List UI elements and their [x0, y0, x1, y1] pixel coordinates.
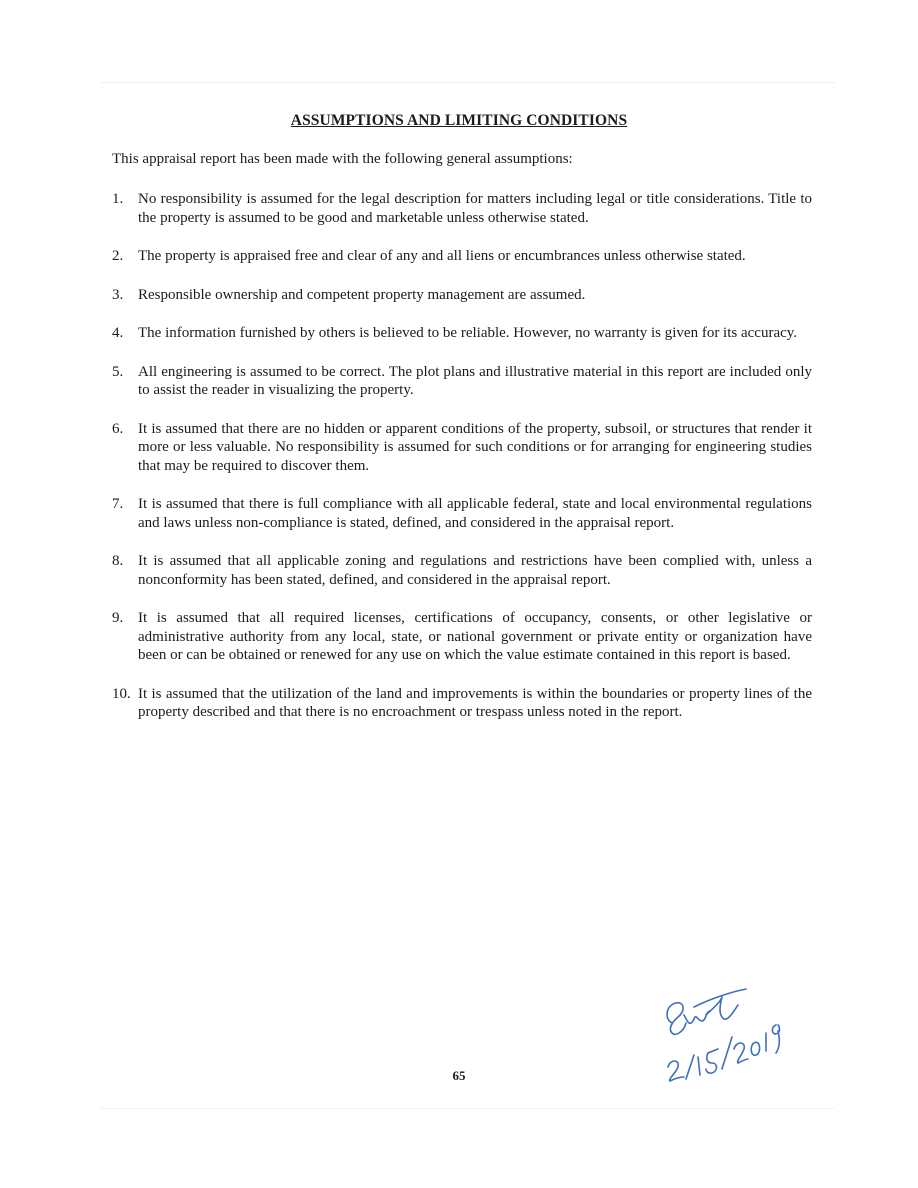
condition-item: [112, 495, 812, 532]
condition-text: It is assumed that there are no hidden or apparent conditions of the property, subsoil, or structures that render it more or less valuable. No responsibility is assumed for such conditions or for arranging for engineering studies that may be required to discover them.: [138, 420, 812, 474]
condition-text: No responsibility is assumed for the legal description for matters including legal or title considerations. Title to the property is assumed to be good and marketable unless otherwise stated.: [138, 191, 812, 226]
condition-number: 7.: [112, 496, 124, 512]
condition-number: 3.: [112, 286, 124, 303]
condition-text: It is assumed that there is full compliance with all applicable federal, state and local environmental regulations and laws unless non-compliance is stated, defined, and considered in the appraisal report.: [138, 496, 812, 531]
condition-text: The property is appraised free and clear of any and all liens or encumbrances unless otherwise stated.: [138, 248, 746, 264]
intro-paragraph: This appraisal report has been made with the following general assumptions:: [112, 151, 573, 167]
condition-text: It is assumed that the utilization of the land and improvements is within the boundaries or property lines of the property described and that there is no encroachment or trespass unless noted in the report.: [138, 685, 812, 720]
condition-item: [112, 190, 812, 227]
condition-number: 10.: [112, 685, 131, 702]
condition-number: 8.: [112, 553, 124, 569]
conditions-list: [112, 190, 812, 742]
condition-text: All engineering is assumed to be correct. The plot plans and illustrative material in this report are included only to assist the reader in visualizing the property.: [138, 363, 812, 398]
condition-text: The information furnished by others is believed to be reliable. However, no warranty is given for its accuracy.: [138, 325, 798, 341]
condition-item: [112, 286, 812, 305]
condition-item: [112, 685, 812, 722]
condition-item: [112, 247, 812, 266]
condition-item: [112, 363, 812, 400]
scan-artifact-line: [100, 1108, 835, 1109]
condition-number: 6.: [112, 420, 124, 437]
condition-number: 2.: [112, 248, 124, 264]
scan-artifact-line: [100, 82, 835, 83]
condition-item: [112, 420, 812, 476]
condition-number: 9.: [112, 610, 124, 626]
condition-item: [112, 552, 812, 589]
condition-number: 1.: [112, 191, 124, 207]
condition-text: It is assumed that all applicable zoning and regulations and restrictions have been complied with, unless a nonconformity has been stated, defined, and considered in the appraisal report.: [138, 553, 812, 588]
page-number: 65: [452, 1068, 466, 1083]
condition-item: [112, 324, 812, 343]
condition-item: [112, 609, 812, 665]
condition-number: 4.: [112, 325, 124, 341]
condition-number: 5.: [112, 363, 124, 380]
condition-text: Responsible ownership and competent property management are assumed.: [138, 286, 586, 303]
page-title: ASSUMPTIONS AND LIMITING CONDITIONS: [290, 112, 628, 129]
condition-text: It is assumed that all required licenses, certifications of occupancy, consents, or other legislative or administrative authority from any local, state, or national government or private entity or organization have been or can be obtained or renewed for any use on which the value estimate contained in this report is based.: [138, 610, 812, 663]
